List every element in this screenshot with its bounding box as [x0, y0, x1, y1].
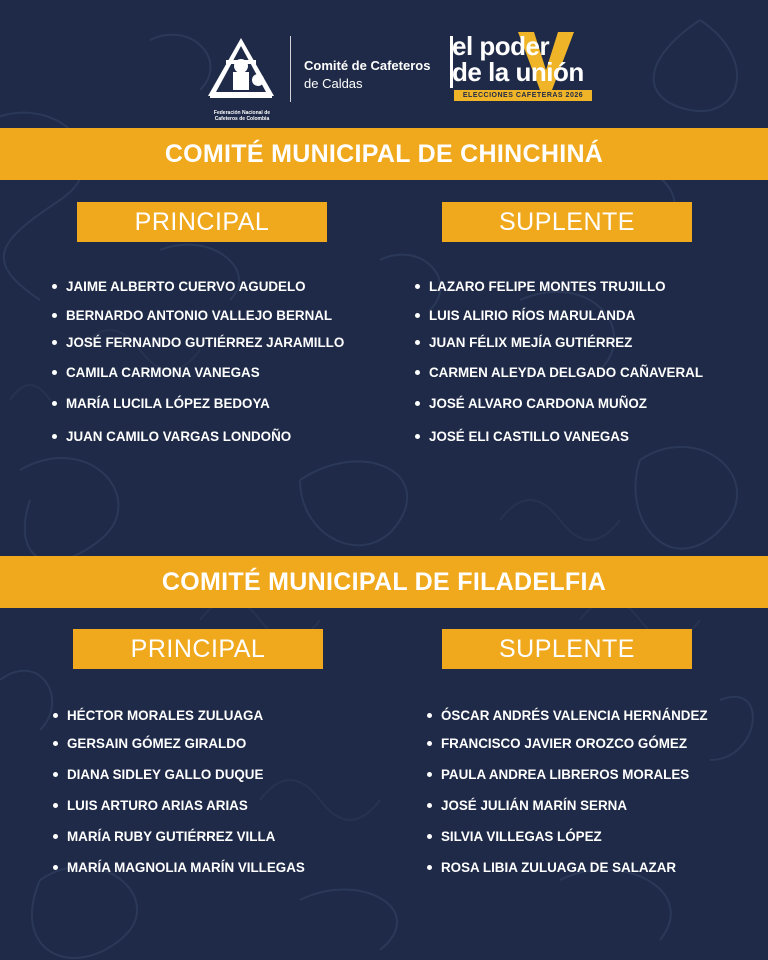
- bullet: [415, 370, 420, 375]
- section-banner-filadelfia: [0, 556, 768, 608]
- bullet: [415, 284, 420, 289]
- bullet: [415, 434, 420, 439]
- campaign-tag: ELECCIONES CAFETERAS 2026: [454, 90, 592, 101]
- bullet: [53, 803, 58, 808]
- member-name: JOSÉ ALVARO CARDONA MUÑOZ: [429, 396, 647, 411]
- member-name: MARÍA LUCILA LÓPEZ BEDOYA: [66, 396, 270, 411]
- campaign-line1: el poder: [452, 31, 550, 61]
- list-item: [53, 797, 248, 815]
- member-name: CARMEN ALEYDA DELGADO CAÑAVERAL: [429, 365, 704, 380]
- campaign-logo: [448, 30, 608, 104]
- member-name: JOSÉ FERNANDO GUTIÉRREZ JARAMILLO: [66, 335, 345, 350]
- list-item: [427, 859, 676, 877]
- bullet: [52, 313, 57, 318]
- bullet: [53, 865, 58, 870]
- list-item: [427, 797, 627, 815]
- fnc-line1: Federación Nacional de: [213, 110, 271, 116]
- suplente-label-text: SUPLENTE: [499, 207, 635, 236]
- bullet: [427, 772, 432, 777]
- list-item: [52, 428, 291, 446]
- member-name: MARÍA RUBY GUTIÉRREZ VILLA: [67, 829, 276, 844]
- bullet: [415, 401, 420, 406]
- header-divider: [290, 36, 291, 102]
- bullet: [52, 340, 57, 345]
- member-name: MARÍA MAGNOLIA MARÍN VILLEGAS: [67, 860, 305, 875]
- bullet: [53, 772, 58, 777]
- member-name: BERNARDO ANTONIO VALLEJO BERNAL: [66, 308, 333, 323]
- member-name: FRANCISCO JAVIER OROZCO GÓMEZ: [441, 736, 687, 751]
- member-name: CAMILA CARMONA VANEGAS: [66, 365, 260, 380]
- bullet: [53, 834, 58, 839]
- member-name: LUIS ALIRIO RÍOS MARULANDA: [429, 308, 636, 323]
- member-name: LAZARO FELIPE MONTES TRUJILLO: [429, 279, 666, 294]
- section-banner-chinchina: [0, 128, 768, 180]
- member-name: GERSAIN GÓMEZ GIRALDO: [67, 736, 247, 751]
- member-name: PAULA ANDREA LIBREROS MORALES: [441, 767, 690, 782]
- bullet: [52, 370, 57, 375]
- list-item: [53, 859, 305, 877]
- list-item: [53, 828, 275, 846]
- member-name: HÉCTOR MORALES ZULUAGA: [67, 708, 264, 723]
- list-item: [427, 766, 689, 784]
- bullet: [52, 434, 57, 439]
- member-name: LUIS ARTURO ARIAS ARIAS: [67, 798, 248, 813]
- suplente-label-text: SUPLENTE: [499, 634, 635, 663]
- comite-subtitle: de Caldas: [304, 76, 363, 91]
- member-name: JAIME ALBERTO CUERVO AGUDELO: [66, 279, 306, 294]
- list-item: [53, 735, 246, 753]
- member-name: ÓSCAR ANDRÉS VALENCIA HERNÁNDEZ: [441, 708, 708, 723]
- list-item: [52, 395, 270, 413]
- suplente-label: [442, 202, 692, 242]
- member-name: ROSA LIBIA ZULUAGA DE SALAZAR: [441, 860, 677, 875]
- list-item: [415, 334, 632, 352]
- federacion-cafeteros-logo: [206, 36, 276, 102]
- list-item: [53, 707, 263, 725]
- section-title: COMITÉ MUNICIPAL DE CHINCHINÁ: [164, 139, 604, 168]
- bullet: [427, 741, 432, 746]
- list-item: [52, 307, 332, 325]
- member-name: JOSÉ ELI CASTILLO VANEGAS: [429, 429, 629, 444]
- member-name: SILVIA VILLEGAS LÓPEZ: [441, 829, 602, 844]
- bullet: [53, 713, 58, 718]
- principal-label: [73, 629, 323, 669]
- comite-title: Comité de Cafeteros: [304, 58, 431, 73]
- suplente-label: [442, 629, 692, 669]
- list-item: [427, 828, 602, 846]
- list-item: [415, 364, 703, 382]
- bullet: [53, 741, 58, 746]
- campaign-line2: de la unión: [452, 57, 584, 87]
- bullet: [427, 865, 432, 870]
- member-name: JUAN CAMILO VARGAS LONDOÑO: [66, 429, 292, 444]
- principal-label-text: PRINCIPAL: [134, 207, 270, 236]
- list-item: [52, 364, 260, 382]
- list-item: [427, 735, 687, 753]
- list-item: [52, 278, 306, 296]
- member-name: DIANA SIDLEY GALLO DUQUE: [67, 767, 264, 782]
- principal-label-text: PRINCIPAL: [130, 634, 266, 663]
- principal-label: [77, 202, 327, 242]
- list-item: [415, 307, 635, 325]
- bullet: [427, 834, 432, 839]
- list-item: [415, 428, 629, 446]
- bullet: [52, 401, 57, 406]
- list-item: [415, 395, 647, 413]
- fnc-caption: [204, 110, 280, 122]
- bullet: [415, 340, 420, 345]
- fnc-line2: Cafeteros de Colombia: [214, 116, 270, 122]
- member-name: JUAN FÉLIX MEJÍA GUTIÉRREZ: [429, 335, 633, 350]
- list-item: [415, 278, 666, 296]
- list-item: [427, 707, 708, 725]
- header: [0, 30, 768, 122]
- list-item: [53, 766, 263, 784]
- bullet: [52, 284, 57, 289]
- member-name: JOSÉ JULIÁN MARÍN SERNA: [441, 798, 628, 813]
- list-item: [52, 334, 344, 352]
- section-title: COMITÉ MUNICIPAL DE FILADELFIA: [161, 567, 607, 596]
- bullet: [415, 313, 420, 318]
- bullet: [427, 803, 432, 808]
- bullet: [427, 713, 432, 718]
